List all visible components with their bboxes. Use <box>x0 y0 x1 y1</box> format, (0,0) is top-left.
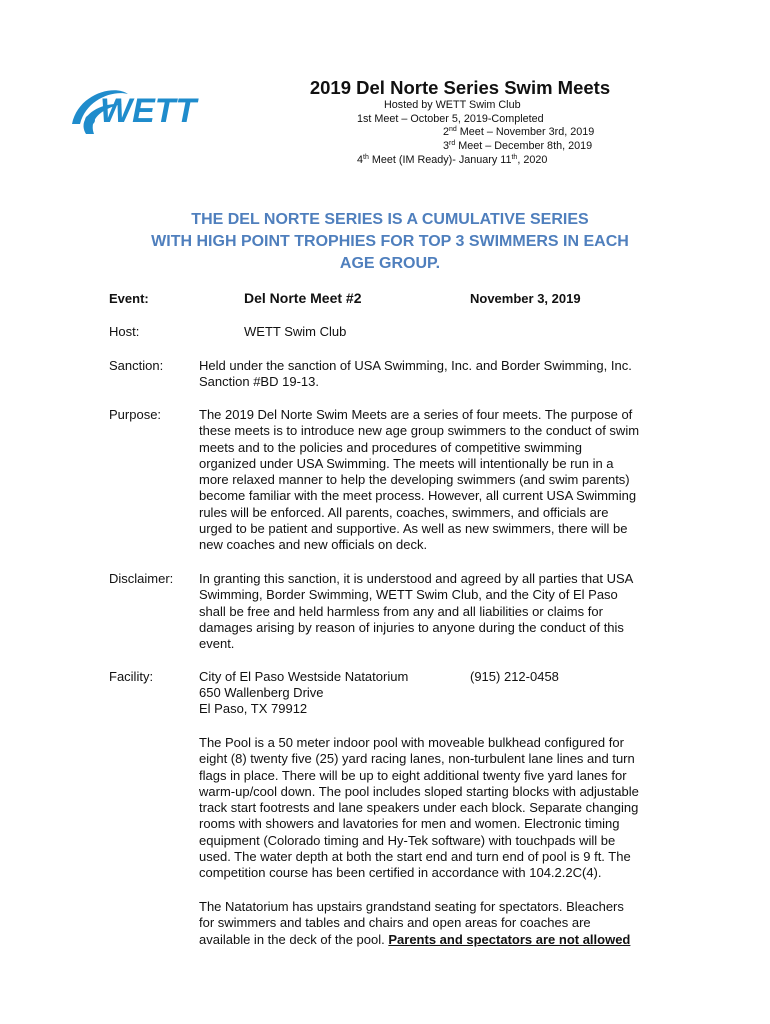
hosted-by: Hosted by WETT Swim Club <box>384 99 521 111</box>
disclaimer-label: Disclaimer: <box>109 571 174 586</box>
parents-not-allowed-notice: Parents and spectators are not allowed <box>388 931 631 947</box>
purpose-label: Purpose: <box>109 407 162 422</box>
sanction-label: Sanction: <box>109 358 164 373</box>
facility-name: City of El Paso Westside Natatorium <box>199 669 409 684</box>
facility-address-1: 650 Wallenberg Drive <box>199 685 324 700</box>
natatorium-description: The Natatorium has upstairs grandstand seating for spectators. Bleachers for swimmers and tables and chairs and open areas for coaches are available in the deck of the pool. Parents and spectators are not allowed <box>199 899 631 947</box>
wett-logo <box>68 80 236 140</box>
meet-2: 2nd Meet – November 3rd, 2019 <box>443 126 595 138</box>
sanction-text: Held under the sanction of USA Swimming, Inc. and Border Swimming, Inc. Sanction #BD 19-13. <box>199 358 632 390</box>
host-value: WETT Swim Club <box>244 324 347 339</box>
purpose-text: The 2019 Del Norte Swim Meets are a series of four meets. The purpose of these meets is to introduce new age group swimmers to the conduct of swim meets and to the policies and procedures of competitive swimming organized under USA Swimming. The meets will intentionally be run in a more relaxed manner to help the developing swimmers (and swim parents) become familiar with the meet process. However, all current USA Swimming rules will be enforced. All parents, coaches, swimmers, and officials are urged to be patient and supportive. As well as new swimmers, there will be new coaches and new officials on deck. <box>199 407 640 553</box>
facility-address-2: El Paso, TX 79912 <box>199 701 308 716</box>
facility-label: Facility: <box>109 669 154 684</box>
facility-phone: (915) 212-0458 <box>470 669 559 684</box>
pool-description: The Pool is a 50 meter indoor pool with moveable bulkhead configured for eight (8) twenty five (25) yard racing lanes, non-turbulent lane lines and turn flags in place. There will be up to eight additional twenty five yard lanes for warm-up/cool down. The pool includes sloped starting blocks with adjustable track start footrests and lane speakers under each block. Separate changing rooms with showers and lavatories for men and women. Electronic timing equipment (Colorado timing and Hy-Tek software) with touchpads will be used. The water depth at both the start end and turn end of pool is 9 ft. The competition course has been certified in accordance with 104.2.2C(4). <box>199 735 639 881</box>
meet-3: 3rd Meet – December 8th, 2019 <box>443 140 593 152</box>
event-name: Del Norte Meet #2 <box>244 290 362 306</box>
banner-line: WITH HIGH POINT TROPHIES FOR TOP 3 SWIMMERS IN EACH <box>151 233 629 250</box>
meet-1: 1st Meet – October 5, 2019-Completed <box>357 113 544 125</box>
page-title: 2019 Del Norte Series Swim Meets <box>309 77 611 98</box>
series-banner <box>100 209 680 275</box>
banner-line: THE DEL NORTE SERIES IS A CUMULATIVE SERIES <box>191 211 589 228</box>
banner-line: AGE GROUP. <box>339 255 441 272</box>
logo-text: WETT <box>100 92 197 130</box>
event-date: November 3, 2019 <box>470 291 581 306</box>
meet-4: 4th Meet (IM Ready)- January 11th, 2020 <box>357 154 548 166</box>
event-label: Event: <box>109 291 149 306</box>
host-label: Host: <box>109 324 140 339</box>
disclaimer-text: In granting this sanction, it is understood and agreed by all parties that USA Swimming, Border Swimming, WETT Swim Club, and the City of El Paso shall be free and held harmless from any and all liabilities or claims for damages arising by reason of injuries to anyone during the conduct of this event. <box>199 571 634 652</box>
